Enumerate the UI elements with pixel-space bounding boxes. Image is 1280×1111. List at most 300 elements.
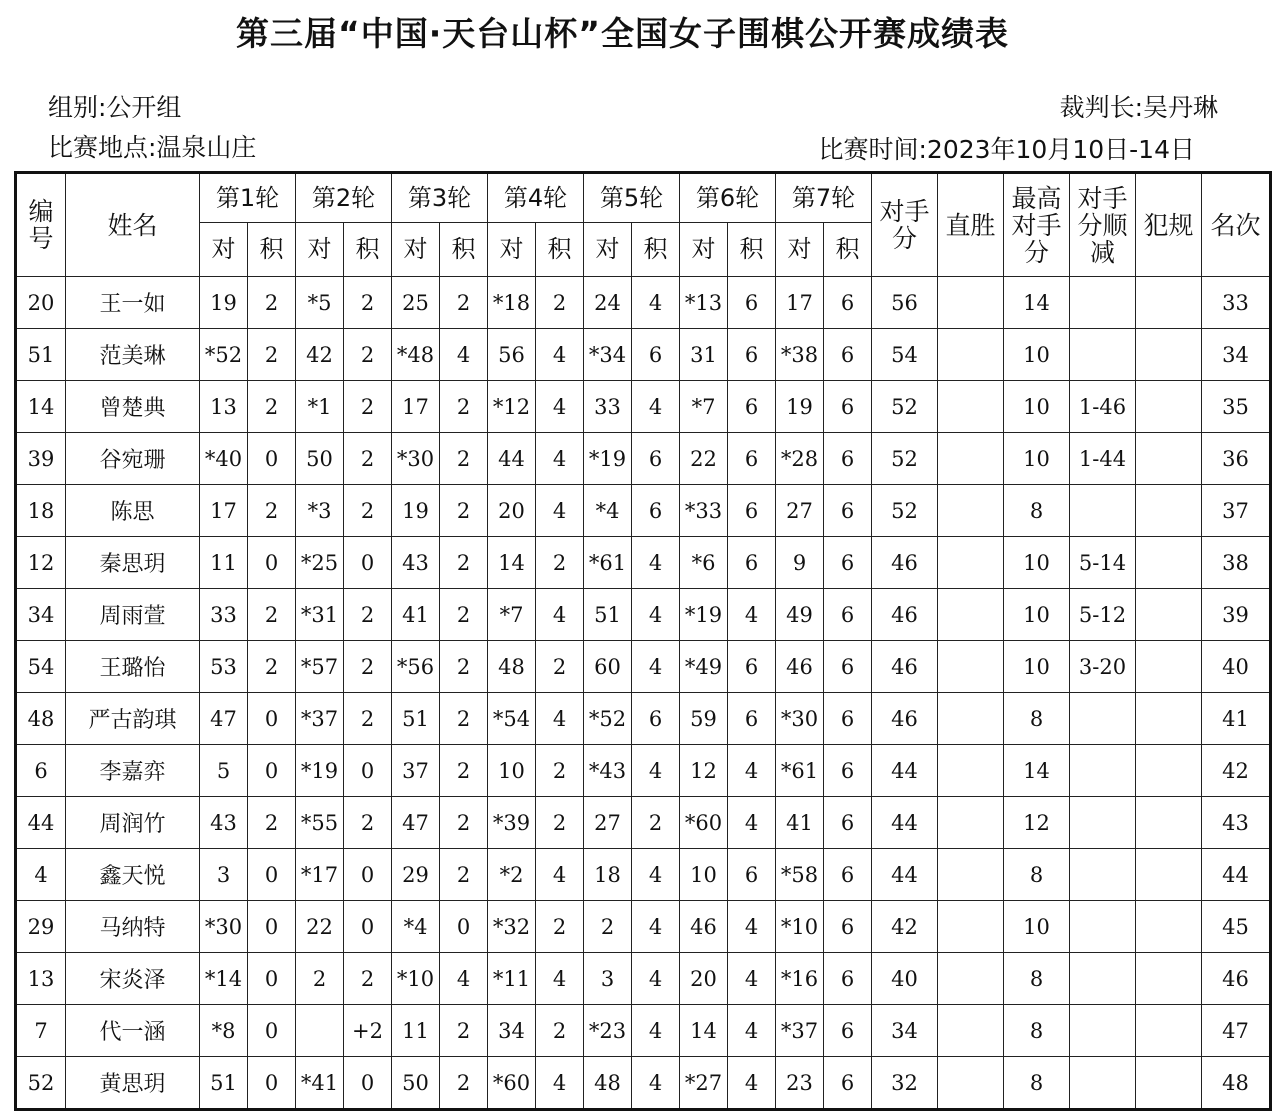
cell-foul: [1136, 485, 1202, 537]
cell-round-4-points: 4: [536, 381, 584, 433]
cell-round-3-points: 2: [440, 381, 488, 433]
cell-round-1-points: 0: [248, 1005, 296, 1057]
cell-round-4-opponent: *60: [488, 1057, 536, 1110]
cell-round-6-points: 6: [728, 485, 776, 537]
cell-round-1-points: 2: [248, 381, 296, 433]
header-r5-opp: 对: [584, 223, 632, 277]
cell-round-4-opponent: *32: [488, 901, 536, 953]
cell-round-3-points: 4: [440, 953, 488, 1005]
cell-round-6-opponent: *6: [680, 537, 728, 589]
cell-id: 51: [16, 329, 66, 381]
cell-opp-score: 46: [872, 589, 938, 641]
cell-round-6-points: 6: [728, 433, 776, 485]
cell-opp-score: 52: [872, 433, 938, 485]
cell-round-2-points: 2: [344, 953, 392, 1005]
cell-round-1-points: 2: [248, 329, 296, 381]
cell-round-1-opponent: *52: [200, 329, 248, 381]
cell-round-4-opponent: *2: [488, 849, 536, 901]
cell-round-1-opponent: 53: [200, 641, 248, 693]
cell-round-2-points: 2: [344, 589, 392, 641]
cell-round-3-opponent: 17: [392, 381, 440, 433]
cell-round-7-points: 6: [824, 381, 872, 433]
cell-round-4-opponent: *12: [488, 381, 536, 433]
header-r2-pts: 积: [344, 223, 392, 277]
table-row: [16, 745, 1271, 797]
cell-round-1-opponent: 11: [200, 537, 248, 589]
cell-round-3-points: 2: [440, 693, 488, 745]
cell-name: 严古韵琪: [66, 693, 200, 745]
cell-round-5-points: 4: [632, 589, 680, 641]
cell-round-7-points: 6: [824, 745, 872, 797]
cell-round-2-opponent: 2: [296, 953, 344, 1005]
cell-round-6-opponent: *13: [680, 277, 728, 329]
header-r7-pts: 积: [824, 223, 872, 277]
cell-round-4-opponent: *39: [488, 797, 536, 849]
cell-rank: 40: [1202, 641, 1271, 693]
cell-rank: 45: [1202, 901, 1271, 953]
cell-opp-score: 52: [872, 485, 938, 537]
table-row: [16, 1057, 1271, 1110]
cell-opp-seq: 1-44: [1070, 433, 1136, 485]
cell-round-5-opponent: 18: [584, 849, 632, 901]
cell-id: 6: [16, 745, 66, 797]
cell-round-3-points: 2: [440, 485, 488, 537]
cell-round-3-points: 2: [440, 537, 488, 589]
header-name: 姓名: [66, 173, 200, 277]
cell-round-3-opponent: 43: [392, 537, 440, 589]
cell-round-7-opponent: 27: [776, 485, 824, 537]
cell-round-1-opponent: 13: [200, 381, 248, 433]
cell-round-5-points: 4: [632, 641, 680, 693]
table-row: [16, 277, 1271, 329]
cell-round-1-opponent: 43: [200, 797, 248, 849]
cell-id: 4: [16, 849, 66, 901]
table-row: [16, 589, 1271, 641]
cell-round-5-points: 6: [632, 329, 680, 381]
cell-round-6-points: 4: [728, 1057, 776, 1110]
cell-round-7-opponent: 23: [776, 1057, 824, 1110]
cell-round-4-opponent: *11: [488, 953, 536, 1005]
cell-round-6-opponent: 22: [680, 433, 728, 485]
cell-direct: [938, 1057, 1004, 1110]
cell-round-6-opponent: 20: [680, 953, 728, 1005]
cell-opp-score: 46: [872, 693, 938, 745]
cell-max-opp: 8: [1004, 693, 1070, 745]
table-row: [16, 953, 1271, 1005]
venue-label: 比赛地点:温泉山庄: [48, 133, 257, 162]
cell-round-4-points: 4: [536, 329, 584, 381]
table-row: [16, 381, 1271, 433]
cell-round-6-points: 6: [728, 537, 776, 589]
cell-round-1-opponent: 5: [200, 745, 248, 797]
cell-rank: 46: [1202, 953, 1271, 1005]
cell-round-4-opponent: 10: [488, 745, 536, 797]
cell-round-1-opponent: 33: [200, 589, 248, 641]
cell-round-1-points: 2: [248, 589, 296, 641]
cell-round-2-opponent: 22: [296, 901, 344, 953]
cell-rank: 35: [1202, 381, 1271, 433]
header-id: 编号: [16, 173, 66, 277]
cell-round-4-points: 4: [536, 693, 584, 745]
cell-round-7-points: 6: [824, 589, 872, 641]
cell-round-2-opponent: *3: [296, 485, 344, 537]
cell-rank: 44: [1202, 849, 1271, 901]
cell-id: 34: [16, 589, 66, 641]
cell-round-3-points: 2: [440, 589, 488, 641]
cell-rank: 34: [1202, 329, 1271, 381]
cell-round-4-opponent: 44: [488, 433, 536, 485]
cell-direct: [938, 381, 1004, 433]
cell-round-7-points: 6: [824, 901, 872, 953]
header-r7-opp: 对: [776, 223, 824, 277]
cell-round-7-opponent: 46: [776, 641, 824, 693]
cell-rank: 47: [1202, 1005, 1271, 1057]
cell-opp-seq: [1070, 797, 1136, 849]
cell-round-4-points: 2: [536, 745, 584, 797]
cell-round-2-opponent: *17: [296, 849, 344, 901]
cell-opp-seq: [1070, 485, 1136, 537]
cell-round-2-points: 0: [344, 849, 392, 901]
cell-direct: [938, 433, 1004, 485]
cell-round-2-points: 2: [344, 433, 392, 485]
cell-name: 周润竹: [66, 797, 200, 849]
cell-round-5-points: 4: [632, 537, 680, 589]
cell-max-opp: 14: [1004, 745, 1070, 797]
cell-name: 秦思玥: [66, 537, 200, 589]
cell-round-7-opponent: 41: [776, 797, 824, 849]
cell-opp-seq: [1070, 953, 1136, 1005]
cell-round-1-points: 0: [248, 745, 296, 797]
cell-round-4-points: 4: [536, 589, 584, 641]
cell-round-6-opponent: 12: [680, 745, 728, 797]
cell-direct: [938, 797, 1004, 849]
cell-round-6-opponent: 46: [680, 901, 728, 953]
cell-round-4-points: 4: [536, 1057, 584, 1110]
cell-round-2-points: 2: [344, 641, 392, 693]
cell-name: 黄思玥: [66, 1057, 200, 1110]
cell-opp-score: 46: [872, 641, 938, 693]
cell-round-2-points: 2: [344, 277, 392, 329]
cell-round-1-opponent: 17: [200, 485, 248, 537]
cell-opp-seq: [1070, 745, 1136, 797]
header-rank: 名次: [1202, 173, 1271, 277]
cell-round-4-points: 4: [536, 849, 584, 901]
cell-rank: 39: [1202, 589, 1271, 641]
cell-round-1-points: 2: [248, 277, 296, 329]
header-direct: 直胜: [938, 173, 1004, 277]
cell-round-2-points: 0: [344, 745, 392, 797]
header-foul: 犯规: [1136, 173, 1202, 277]
cell-direct: [938, 485, 1004, 537]
cell-max-opp: 10: [1004, 329, 1070, 381]
cell-round-7-points: 6: [824, 329, 872, 381]
cell-opp-score: 52: [872, 381, 938, 433]
header-opp-score: 对手分: [872, 173, 938, 277]
date-label: 比赛时间:2023年10月10日-14日: [818, 135, 1195, 164]
cell-round-4-opponent: 56: [488, 329, 536, 381]
cell-opp-score: 44: [872, 797, 938, 849]
cell-opp-score: 56: [872, 277, 938, 329]
cell-round-2-opponent: *25: [296, 537, 344, 589]
cell-opp-score: 54: [872, 329, 938, 381]
cell-round-1-points: 2: [248, 485, 296, 537]
cell-name: 鑫天悦: [66, 849, 200, 901]
cell-foul: [1136, 745, 1202, 797]
cell-round-3-opponent: *56: [392, 641, 440, 693]
cell-round-6-opponent: *19: [680, 589, 728, 641]
cell-id: 44: [16, 797, 66, 849]
cell-round-3-points: 2: [440, 277, 488, 329]
cell-opp-score: 34: [872, 1005, 938, 1057]
cell-round-2-points: 2: [344, 329, 392, 381]
cell-round-1-opponent: 47: [200, 693, 248, 745]
cell-foul: [1136, 693, 1202, 745]
cell-rank: 41: [1202, 693, 1271, 745]
cell-round-5-opponent: *19: [584, 433, 632, 485]
cell-round-1-points: 2: [248, 641, 296, 693]
header-round-2: 第2轮: [296, 173, 392, 223]
cell-direct: [938, 537, 1004, 589]
cell-round-6-opponent: *49: [680, 641, 728, 693]
cell-round-3-opponent: 11: [392, 1005, 440, 1057]
cell-rank: 38: [1202, 537, 1271, 589]
cell-opp-seq: [1070, 329, 1136, 381]
cell-round-5-points: 4: [632, 745, 680, 797]
cell-round-3-points: 2: [440, 433, 488, 485]
header-round-4: 第4轮: [488, 173, 584, 223]
referee-label: 裁判长:吴丹琳: [1059, 93, 1218, 122]
cell-opp-seq: [1070, 901, 1136, 953]
cell-max-opp: 12: [1004, 797, 1070, 849]
cell-round-5-opponent: 3: [584, 953, 632, 1005]
results-table: [14, 171, 1272, 1111]
table-row: [16, 485, 1271, 537]
cell-max-opp: 10: [1004, 381, 1070, 433]
cell-round-2-opponent: *55: [296, 797, 344, 849]
header-r3-pts: 积: [440, 223, 488, 277]
cell-round-4-points: 4: [536, 433, 584, 485]
cell-round-6-points: 4: [728, 901, 776, 953]
cell-round-3-points: 2: [440, 745, 488, 797]
cell-foul: [1136, 537, 1202, 589]
cell-round-2-opponent: *5: [296, 277, 344, 329]
cell-round-4-opponent: *7: [488, 589, 536, 641]
cell-round-1-points: 2: [248, 797, 296, 849]
header-r2-opp: 对: [296, 223, 344, 277]
cell-round-7-opponent: *58: [776, 849, 824, 901]
cell-id: 48: [16, 693, 66, 745]
header-round-7: 第7轮: [776, 173, 872, 223]
cell-max-opp: 14: [1004, 277, 1070, 329]
cell-round-1-points: 0: [248, 901, 296, 953]
cell-direct: [938, 589, 1004, 641]
cell-round-3-points: 4: [440, 329, 488, 381]
table-row: [16, 901, 1271, 953]
cell-direct: [938, 693, 1004, 745]
header-r6-pts: 积: [728, 223, 776, 277]
cell-round-3-points: 0: [440, 901, 488, 953]
cell-round-5-points: 4: [632, 1005, 680, 1057]
cell-name: 王一如: [66, 277, 200, 329]
cell-round-7-points: 6: [824, 485, 872, 537]
cell-name: 周雨萱: [66, 589, 200, 641]
cell-round-5-points: 4: [632, 901, 680, 953]
header-opp-seq: 对手分顺减: [1070, 173, 1136, 277]
cell-opp-seq: [1070, 277, 1136, 329]
cell-round-5-points: 6: [632, 433, 680, 485]
group-label: 组别:公开组: [48, 93, 182, 122]
cell-round-2-points: +2: [344, 1005, 392, 1057]
cell-round-7-opponent: 49: [776, 589, 824, 641]
cell-round-5-points: 6: [632, 485, 680, 537]
header-r4-opp: 对: [488, 223, 536, 277]
cell-round-5-points: 2: [632, 797, 680, 849]
cell-round-3-opponent: 29: [392, 849, 440, 901]
cell-id: 12: [16, 537, 66, 589]
cell-opp-score: 46: [872, 537, 938, 589]
cell-round-5-opponent: 27: [584, 797, 632, 849]
cell-round-1-opponent: *14: [200, 953, 248, 1005]
cell-round-7-opponent: *38: [776, 329, 824, 381]
cell-round-2-opponent: *37: [296, 693, 344, 745]
cell-round-5-opponent: 48: [584, 1057, 632, 1110]
cell-id: 20: [16, 277, 66, 329]
cell-round-2-opponent: *57: [296, 641, 344, 693]
cell-round-4-points: 2: [536, 1005, 584, 1057]
cell-max-opp: 8: [1004, 485, 1070, 537]
cell-round-1-points: 0: [248, 849, 296, 901]
cell-id: 52: [16, 1057, 66, 1110]
header-r6-opp: 对: [680, 223, 728, 277]
cell-direct: [938, 849, 1004, 901]
cell-round-4-points: 4: [536, 953, 584, 1005]
cell-foul: [1136, 901, 1202, 953]
cell-opp-score: 40: [872, 953, 938, 1005]
header-max-opp: 最高对手分: [1004, 173, 1070, 277]
cell-round-1-points: 0: [248, 953, 296, 1005]
cell-foul: [1136, 1057, 1202, 1110]
cell-opp-seq: [1070, 693, 1136, 745]
cell-name: 陈思: [66, 485, 200, 537]
cell-id: 14: [16, 381, 66, 433]
cell-direct: [938, 641, 1004, 693]
cell-round-3-opponent: 47: [392, 797, 440, 849]
cell-round-1-points: 0: [248, 433, 296, 485]
cell-max-opp: 10: [1004, 433, 1070, 485]
cell-opp-score: 44: [872, 849, 938, 901]
cell-max-opp: 8: [1004, 849, 1070, 901]
cell-round-7-points: 6: [824, 277, 872, 329]
cell-round-3-points: 2: [440, 641, 488, 693]
cell-round-5-opponent: *34: [584, 329, 632, 381]
cell-round-6-opponent: *33: [680, 485, 728, 537]
cell-round-5-opponent: 51: [584, 589, 632, 641]
cell-round-3-opponent: *4: [392, 901, 440, 953]
cell-direct: [938, 1005, 1004, 1057]
cell-direct: [938, 901, 1004, 953]
cell-round-6-points: 6: [728, 277, 776, 329]
cell-round-7-opponent: *37: [776, 1005, 824, 1057]
cell-round-4-points: 4: [536, 485, 584, 537]
cell-rank: 42: [1202, 745, 1271, 797]
cell-opp-score: 44: [872, 745, 938, 797]
cell-opp-seq: [1070, 849, 1136, 901]
cell-name: 马纳特: [66, 901, 200, 953]
cell-round-7-opponent: *28: [776, 433, 824, 485]
header-round-3: 第3轮: [392, 173, 488, 223]
cell-name: 宋炎泽: [66, 953, 200, 1005]
header-round-6: 第6轮: [680, 173, 776, 223]
cell-round-3-opponent: *10: [392, 953, 440, 1005]
cell-foul: [1136, 589, 1202, 641]
table-row: [16, 537, 1271, 589]
cell-round-5-points: 4: [632, 1057, 680, 1110]
cell-round-4-opponent: *54: [488, 693, 536, 745]
cell-round-7-opponent: *16: [776, 953, 824, 1005]
cell-max-opp: 8: [1004, 953, 1070, 1005]
cell-round-7-opponent: 19: [776, 381, 824, 433]
cell-max-opp: 10: [1004, 589, 1070, 641]
table-row: [16, 693, 1271, 745]
cell-round-3-points: 2: [440, 1005, 488, 1057]
cell-rank: 43: [1202, 797, 1271, 849]
cell-round-6-opponent: *60: [680, 797, 728, 849]
cell-round-5-opponent: *4: [584, 485, 632, 537]
cell-round-2-opponent: *19: [296, 745, 344, 797]
cell-max-opp: 10: [1004, 901, 1070, 953]
cell-round-6-points: 4: [728, 953, 776, 1005]
header-r1-pts: 积: [248, 223, 296, 277]
cell-id: 39: [16, 433, 66, 485]
cell-round-6-points: 4: [728, 1005, 776, 1057]
cell-opp-seq: [1070, 1005, 1136, 1057]
cell-foul: [1136, 329, 1202, 381]
header-r1-opp: 对: [200, 223, 248, 277]
header-round-5: 第5轮: [584, 173, 680, 223]
cell-round-7-points: 6: [824, 433, 872, 485]
cell-round-4-opponent: 14: [488, 537, 536, 589]
cell-rank: 36: [1202, 433, 1271, 485]
cell-round-2-points: 0: [344, 537, 392, 589]
cell-round-7-points: 6: [824, 641, 872, 693]
cell-round-3-points: 2: [440, 1057, 488, 1110]
cell-round-4-points: 2: [536, 641, 584, 693]
cell-round-5-opponent: 60: [584, 641, 632, 693]
cell-opp-seq: 5-12: [1070, 589, 1136, 641]
cell-name: 李嘉弈: [66, 745, 200, 797]
cell-round-3-opponent: 50: [392, 1057, 440, 1110]
cell-round-4-opponent: 48: [488, 641, 536, 693]
cell-round-3-opponent: *30: [392, 433, 440, 485]
cell-opp-seq: 5-14: [1070, 537, 1136, 589]
cell-direct: [938, 329, 1004, 381]
cell-opp-seq: 1-46: [1070, 381, 1136, 433]
cell-round-2-opponent: *31: [296, 589, 344, 641]
cell-round-1-opponent: 3: [200, 849, 248, 901]
cell-round-4-points: 2: [536, 901, 584, 953]
cell-round-2-points: 2: [344, 381, 392, 433]
cell-round-1-opponent: *40: [200, 433, 248, 485]
cell-foul: [1136, 433, 1202, 485]
cell-round-6-opponent: 59: [680, 693, 728, 745]
cell-direct: [938, 953, 1004, 1005]
table-row: [16, 1005, 1271, 1057]
cell-round-7-opponent: 9: [776, 537, 824, 589]
cell-max-opp: 10: [1004, 641, 1070, 693]
cell-round-5-opponent: 24: [584, 277, 632, 329]
cell-round-1-opponent: *8: [200, 1005, 248, 1057]
cell-foul: [1136, 277, 1202, 329]
